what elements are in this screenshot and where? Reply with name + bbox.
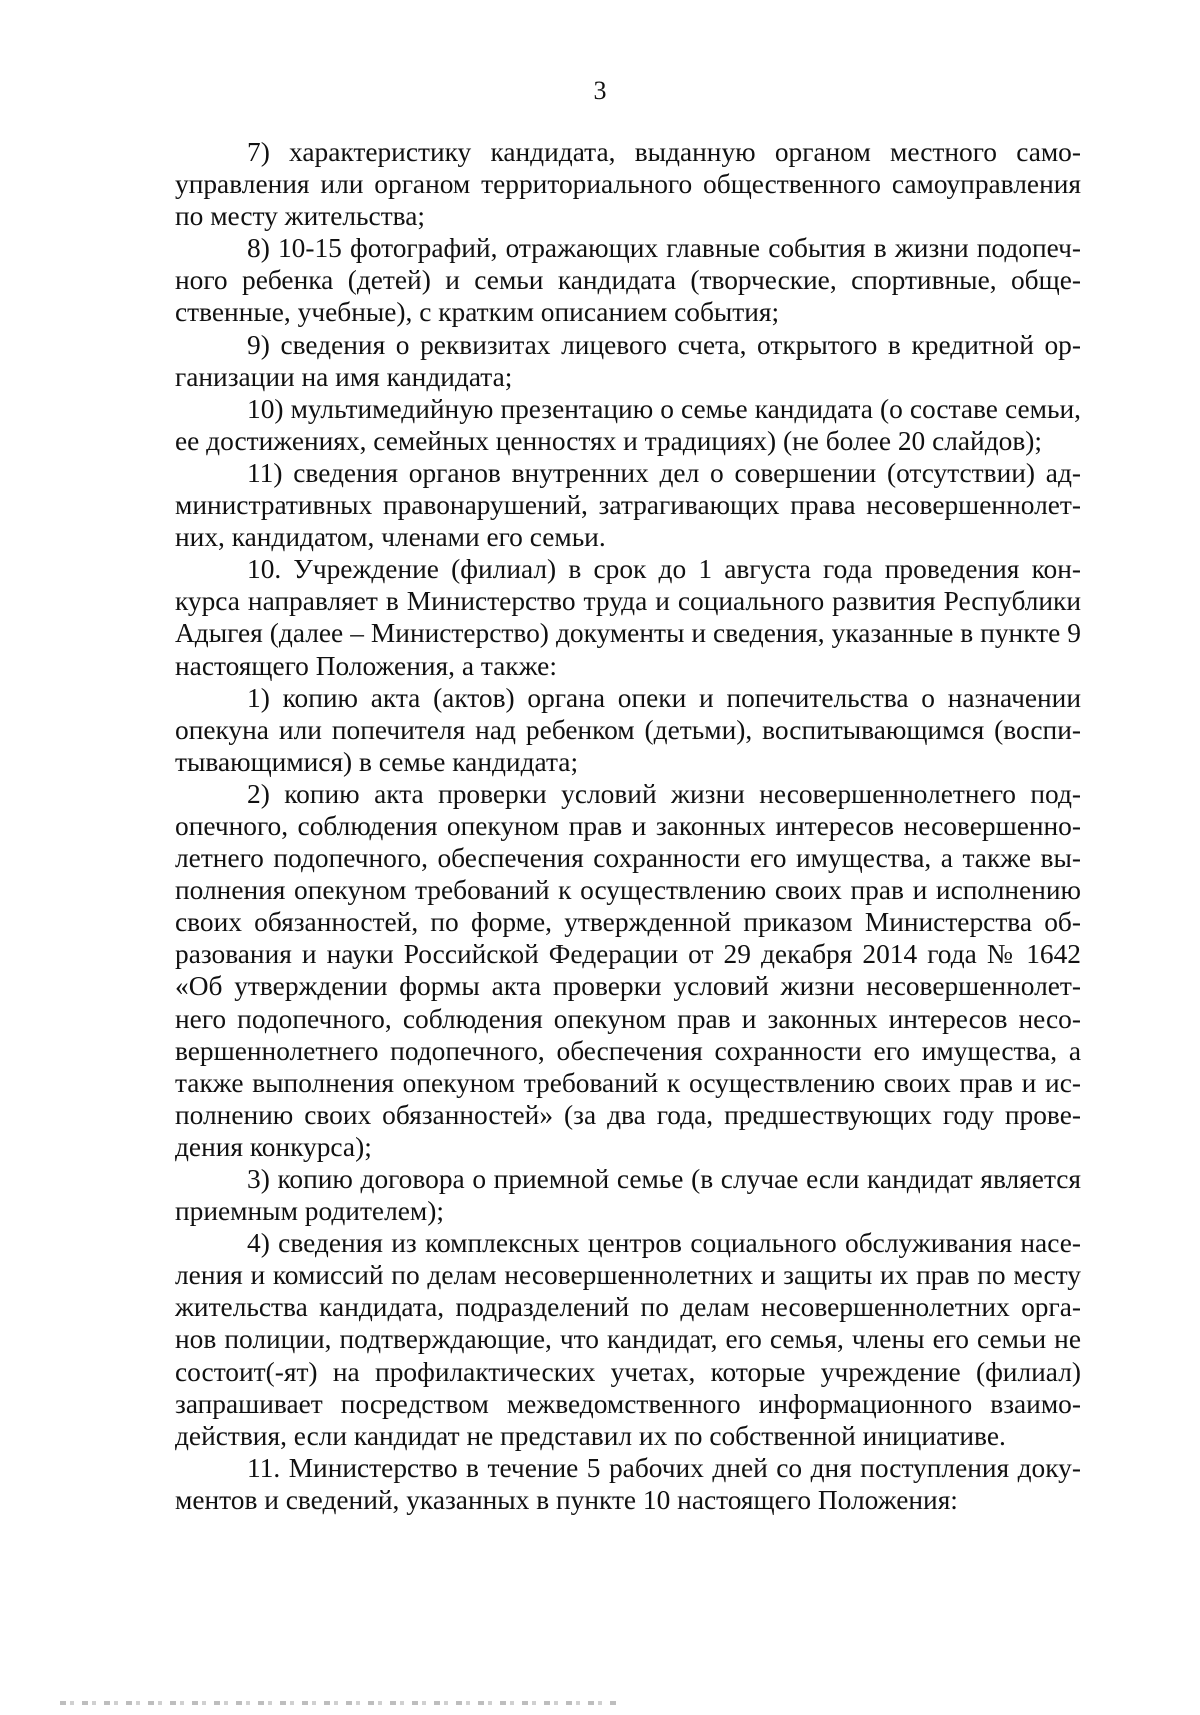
paragraph-item-11: 11) сведения органов внутренних дел о совершении (отсутствии) административных правонарушений, затрагивающих права несовершеннолетних, кандидатом, членами его семьи. — [175, 457, 1081, 553]
paragraph-clause-10-item-1: 1) копию акта (актов) органа опеки и попечительства о назначении опекуна или попечителя над ребенком (детьми), воспитывающимся (воспитывающимися) в семье кандидата; — [175, 682, 1081, 777]
document-body — [175, 136, 1081, 1516]
paragraph-clause-10-item-4: 4) сведения из комплексных центров социального обслуживания населения и комиссий по делам несовершеннолетних и защиты их прав по месту жительства кандидата, подразделений по делам несовершеннолетних органов полиции, подтверждающие, что кандидат, его семья, члены его семьи не состоит(-ят) на профилактических учетах, которые учреждение (филиал) запрашивает посредством межведомственного информационного взаимодействия, если кандидат не представил их по собственной инициативе. — [175, 1228, 1081, 1451]
paragraph-item-7: 7) характеристику кандидата, выданную органом местного самоуправления или органом территориального общественного самоуправления по месту жительства; — [175, 137, 1081, 232]
paragraph-item-10: 10) мультимедийную презентацию о семье кандидата (о составе семьи, ее достижениях, семейных ценностях и традициях) (не более 20 слайдов); — [175, 393, 1081, 456]
paragraph-clause-10-item-3: 3) копию договора о приемной семье (в случае если кандидат является приемным родителем); — [175, 1164, 1081, 1227]
page-number: 3 — [593, 76, 607, 105]
paragraph-clause-11: 11. Министерство в течение 5 рабочих дней со дня поступления документов и сведений, указанных в пункте 10 настоящего Положения: — [175, 1452, 1081, 1515]
scan-edge-artifact — [60, 1701, 620, 1705]
paragraph-clause-10: 10. Учреждение (филиал) в срок до 1 августа года проведения конкурса направляет в Министерство труда и социального развития Республики Адыгея (далее – Министерство) документы и сведения, указанные в пункте 9 настоящего Положения, а также: — [175, 554, 1081, 681]
paragraph-item-9: 9) сведения о реквизитах лицевого счета, открытого в кредитной организации на имя кандидата; — [175, 329, 1081, 392]
paragraph-item-8: 8) 10-15 фотографий, отражающих главные события в жизни подопечного ребенка (детей) и семьи кандидата (творческие, спортивные, общественные, учебные), с кратким описанием события; — [175, 233, 1081, 328]
paragraph-clause-10-item-2: 2) копию акта проверки условий жизни несовершеннолетнего подопечного, соблюдения опекуном прав и законных интересов несовершеннолетнего подопечного, обеспечения сохранности его имущества, а также выполнения опекуном требований к осуществлению своих прав и исполнению своих обязанностей, по форме, утвержденной приказом Министерства образования и науки Российской Федерации от 29 декабря 2014 года № 1642 «Об утверждении формы акта проверки условий жизни несовершеннолетнего подопечного, соблюдения опекуном прав и законных интересов несовершеннолетнего подопечного, обеспечения сохранности его имущества, а также выполнения опекуном требований к осуществлению своих прав и исполнению своих обязанностей» (за два года, предшествующих году проведения конкурса); — [175, 778, 1081, 1162]
